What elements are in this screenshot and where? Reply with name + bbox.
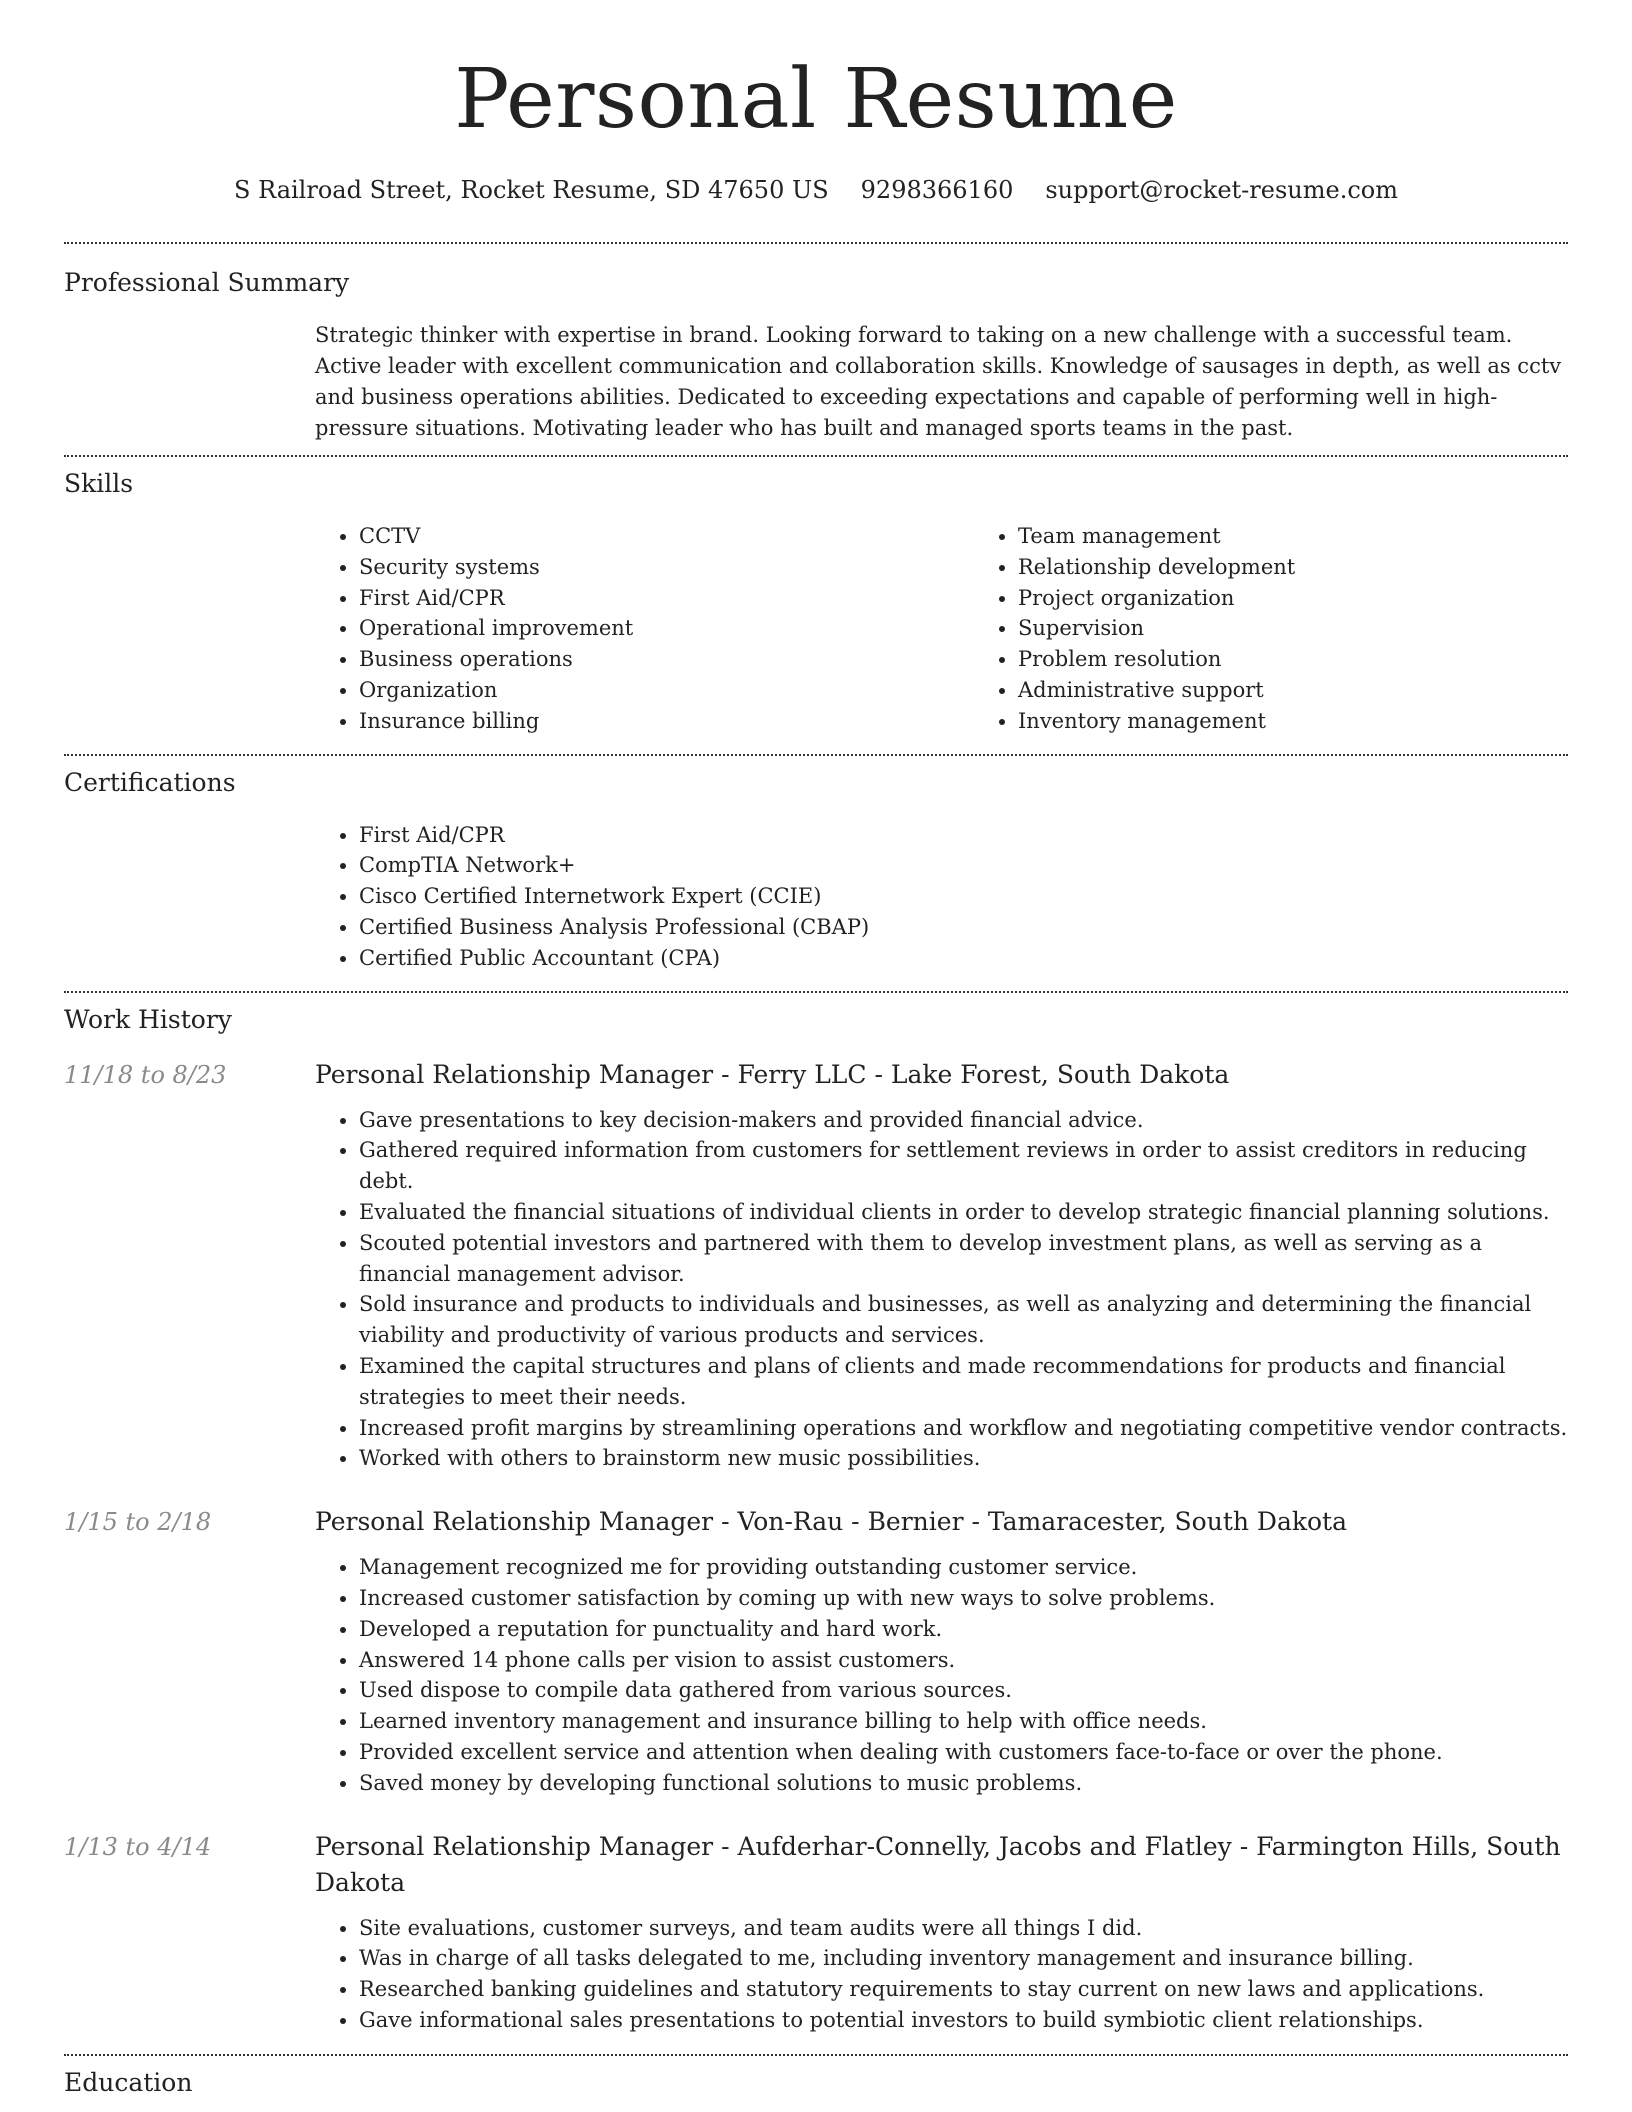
list-item: • Learned inventory management and insurance billing to help with office needs. [359, 1706, 1568, 1737]
list-item: • CompTIA Network+ [359, 850, 1568, 881]
education-heading: Education [64, 2067, 193, 2097]
list-item: • Increased profit margins by streamlining operations and workflow and negotiating competitive vendor contracts. [359, 1413, 1568, 1444]
list-item: • Increased customer satisfaction by coming up with new ways to solve problems. [359, 1583, 1568, 1614]
list-item: • First Aid/CPR [359, 583, 974, 614]
list-item: • Organization [359, 675, 974, 706]
work-history-heading: Work History [64, 1004, 232, 1034]
list-item: • Examined the capital structures and plans of clients and made recommendations for products and financial strategies to meet their needs. [359, 1351, 1568, 1413]
list-item: • First Aid/CPR [359, 820, 1568, 851]
contact-email: support@rocket-resume.com [1045, 176, 1398, 204]
summary-text: Strategic thinker with expertise in brand. Looking forward to taking on a new challenge with a successful team. Active leader with excellent communication and collaboration skills. Knowledge of sausages in depth, as well as cctv and business operations abilities. Dedicated to exceeding expectations and capable of performing well in high-pressure situations. Motivating leader who has built and managed sports teams in the past. [315, 323, 1562, 440]
list-item: • Gave informational sales presentations to potential investors to build symbiotic client relationships. [359, 2005, 1568, 2036]
list-item: • Worked with others to brainstorm new music possibilities. [359, 1443, 1568, 1474]
list-item: • Scouted potential investors and partnered with them to develop investment plans, as well as serving as a financial management advisor. [359, 1228, 1568, 1290]
list-item: • Developed a reputation for punctuality and hard work. [359, 1614, 1568, 1645]
list-item: • Relationship development [1018, 552, 1632, 583]
job-dates: 1/15 to 2/18 [64, 1508, 212, 1537]
contact-phone: 9298366160 [860, 176, 1014, 204]
education-section [64, 2056, 1568, 2100]
list-item: • Security systems [359, 552, 974, 583]
list-item: • Sold insurance and products to individuals and businesses, as well as analyzing and determining the financial viability and productivity of various products and services. [359, 1289, 1568, 1351]
job-dates: 1/13 to 4/14 [64, 1832, 212, 1861]
certifications-heading: Certifications [64, 767, 236, 797]
list-item: • Was in charge of all tasks delegated to me, including inventory management and insurance billing. [359, 1943, 1568, 1974]
skills-heading: Skills [64, 469, 134, 498]
work-history-section [64, 993, 1568, 2036]
job-title: Personal Relationship Manager - Aufderhar-Connelly, Jacobs and Flatley - Farmington Hills, South Dakota [315, 1831, 1561, 1897]
certifications-list [315, 820, 1568, 974]
job-bullets [315, 1913, 1568, 2036]
list-item: • Gathered required information from customers for settlement reviews in order to assist creditors in reducing debt. [359, 1135, 1568, 1197]
list-item: • Insurance billing [359, 706, 974, 737]
list-item: • Management recognized me for providing outstanding customer service. [359, 1552, 1568, 1583]
job-title: Personal Relationship Manager - Ferry LLC - Lake Forest, South Dakota [315, 1059, 1230, 1089]
list-item: • Problem resolution [1018, 644, 1632, 675]
list-item: • Team management [1018, 521, 1632, 552]
job-entry [64, 1057, 1568, 1475]
list-item: • Supervision [1018, 613, 1632, 644]
resume-title: Personal Resume [454, 52, 1178, 147]
list-item: • Cisco Certified Internetwork Expert (CCIE) [359, 881, 1568, 912]
list-item: • Gave presentations to key decision-makers and provided financial advice. [359, 1105, 1568, 1136]
list-item: • Saved money by developing functional solutions to music problems. [359, 1768, 1568, 1799]
job-bullets [315, 1552, 1568, 1798]
skills-section [64, 457, 1568, 737]
summary-section [64, 244, 1568, 444]
job-entry [64, 1504, 1568, 1798]
list-item: • Used dispose to compile data gathered from various sources. [359, 1675, 1568, 1706]
skills-list-left [315, 521, 974, 737]
list-item: • Operational improvement [359, 613, 974, 644]
list-item: • Provided excellent service and attention when dealing with customers face-to-face or over the phone. [359, 1737, 1568, 1768]
list-item: • Site evaluations, customer surveys, and team audits were all things I did. [359, 1913, 1568, 1944]
skills-list-right [974, 521, 1632, 737]
list-item: • Researched banking guidelines and statutory requirements to stay current on new laws and applications. [359, 1974, 1568, 2005]
list-item: • Answered 14 phone calls per vision to assist customers. [359, 1645, 1568, 1676]
job-dates: 11/18 to 8/23 [64, 1060, 227, 1089]
job-bullets [315, 1105, 1568, 1475]
list-item: • CCTV [359, 521, 974, 552]
list-item: • Administrative support [1018, 675, 1632, 706]
summary-heading: Professional Summary [64, 268, 350, 297]
list-item: • Evaluated the financial situations of individual clients in order to develop strategic financial planning solutions. [359, 1197, 1568, 1228]
list-item: • Certified Business Analysis Professional (CBAP) [359, 912, 1568, 943]
contact-address: S Railroad Street, Rocket Resume, SD 47650 US [234, 176, 829, 204]
contact-line [64, 172, 1568, 208]
list-item: • Certified Public Accountant (CPA) [359, 943, 1568, 974]
list-item: • Business operations [359, 644, 974, 675]
job-entry [64, 1829, 1568, 2036]
certifications-section [64, 756, 1568, 974]
list-item: • Project organization [1018, 583, 1632, 614]
list-item: • Inventory management [1018, 706, 1632, 737]
job-title: Personal Relationship Manager - Von-Rau - Bernier - Tamaracester, South Dakota [315, 1507, 1348, 1537]
